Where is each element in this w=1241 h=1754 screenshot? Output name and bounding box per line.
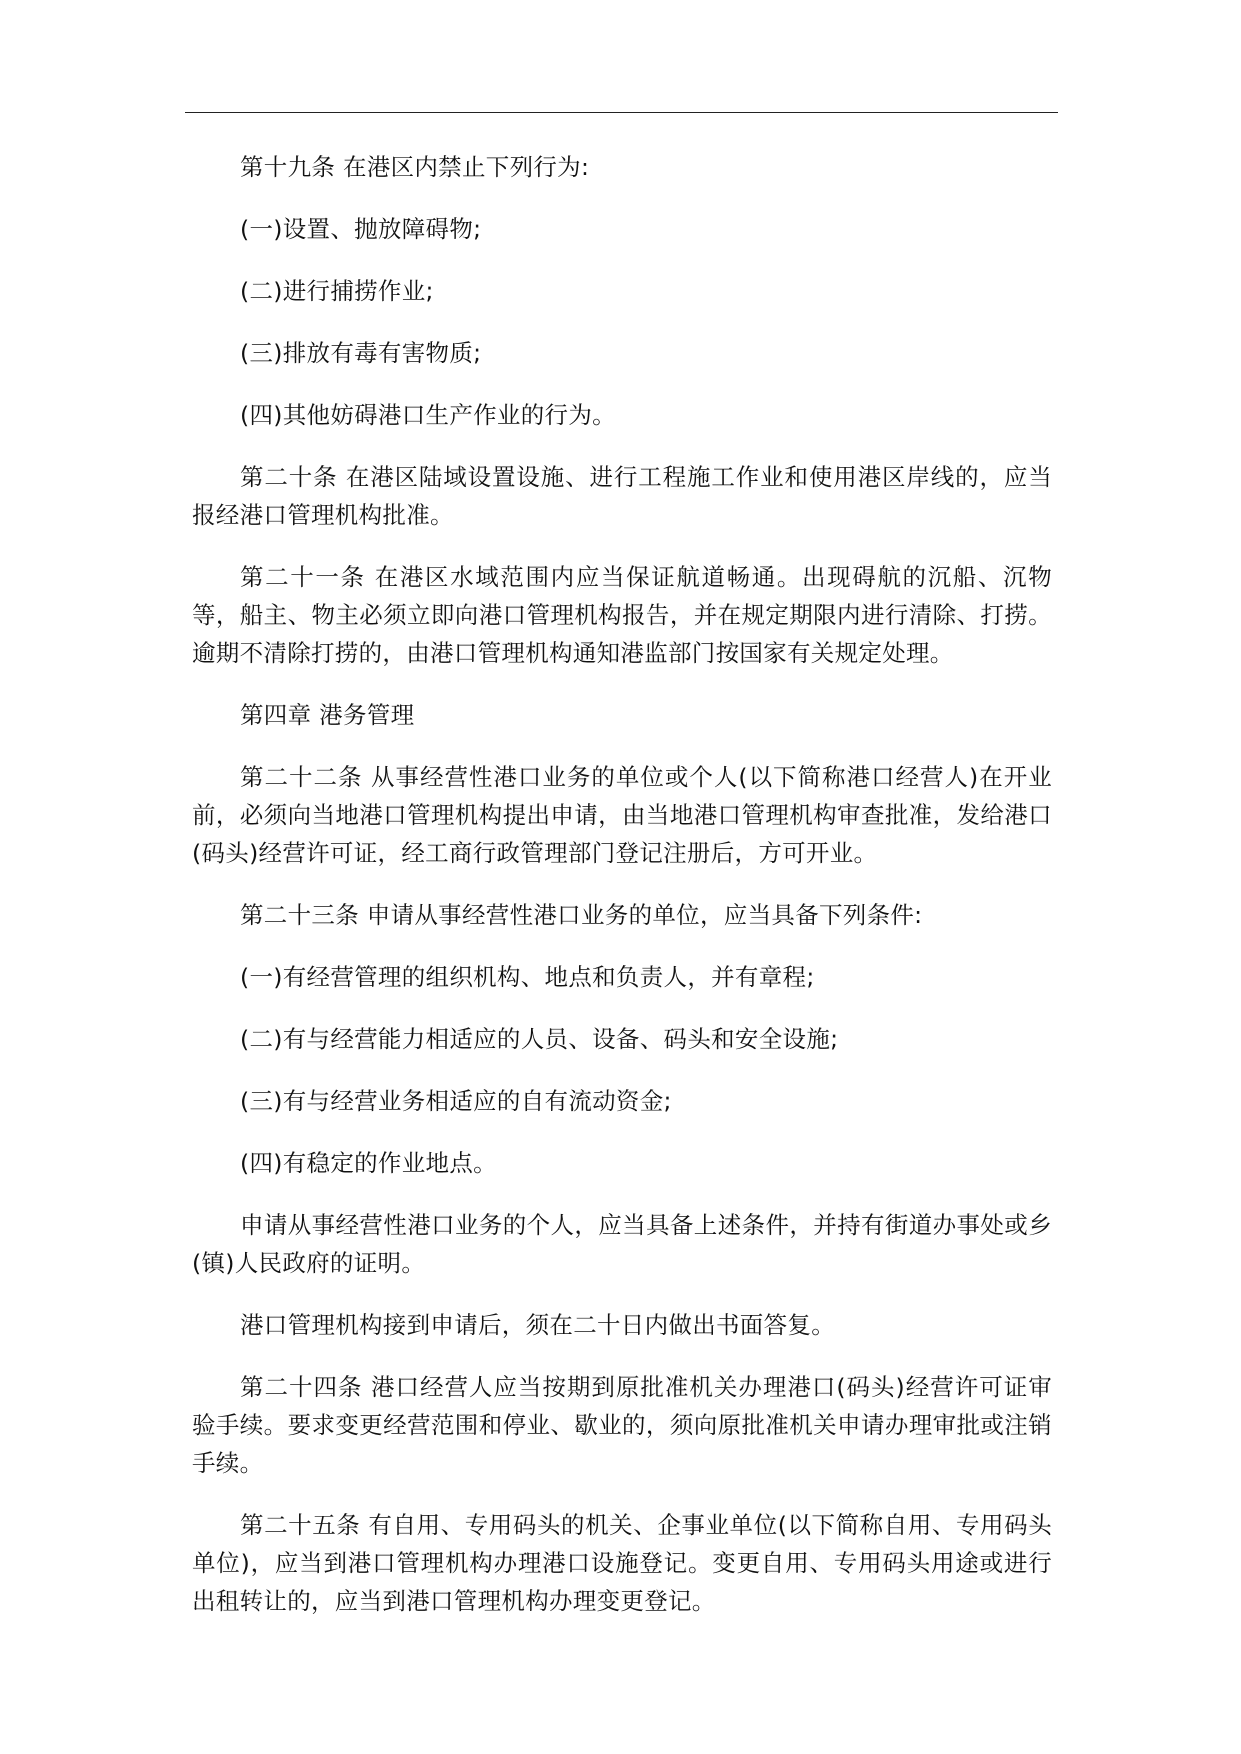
article-19: 第十九条 在港区内禁止下列行为: <box>240 153 590 181</box>
article-23-item-4: (四)有稳定的作业地点。 <box>240 1149 497 1177</box>
article-22: 第二十二条 从事经营性港口业务的单位或个人(以下简称港口经营人)在开业前，必须向当地港口管理机构提出申请，由当地港口管理机构审查批准，发给港口(码头)经营许可证，经工商行政管理部门登记注册后，方可开业。 <box>192 763 1052 867</box>
header-rule <box>185 112 1058 113</box>
article-23-item-1: (一)有经营管理的组织机构、地点和负责人，并有章程; <box>240 963 815 991</box>
article-19-item-2: (二)进行捕捞作业; <box>240 277 434 305</box>
article-23: 第二十三条 申请从事经营性港口业务的单位，应当具备下列条件: <box>240 901 923 929</box>
article-24: 第二十四条 港口经营人应当按期到原批准机关办理港口(码头)经营许可证审验手续。要求变更经营范围和停业、歇业的，须向原批准机关申请办理审批或注销手续。 <box>192 1373 1052 1477</box>
document-body <box>192 148 1052 1620</box>
article-23-item-2: (二)有与经营能力相适应的人员、设备、码头和安全设施; <box>240 1025 839 1053</box>
article-23-individual: 申请从事经营性港口业务的个人，应当具备上述条件，并持有街道办事处或乡(镇)人民政府的证明。 <box>192 1211 1052 1277</box>
article-19-item-4: (四)其他妨碍港口生产作业的行为。 <box>240 401 616 429</box>
article-23-item-3: (三)有与经营业务相适应的自有流动资金; <box>240 1087 672 1115</box>
article-23-reply: 港口管理机构接到申请后，须在二十日内做出书面答复。 <box>240 1311 835 1339</box>
article-19-item-3: (三)排放有毒有害物质; <box>240 339 482 367</box>
article-19-item-1: (一)设置、抛放障碍物; <box>240 215 482 243</box>
article-25: 第二十五条 有自用、专用码头的机关、企事业单位(以下简称自用、专用码头单位)，应当到港口管理机构办理港口设施登记。变更自用、专用码头用途或进行出租转让的，应当到港口管理机构办理变更登记。 <box>192 1511 1052 1615</box>
article-20: 第二十条 在港区陆域设置设施、进行工程施工作业和使用港区岸线的，应当报经港口管理机构批准。 <box>192 463 1052 529</box>
chapter-4-heading: 第四章 港务管理 <box>240 701 415 729</box>
article-21: 第二十一条 在港区水域范围内应当保证航道畅通。出现碍航的沉船、沉物等，船主、物主必须立即向港口管理机构报告，并在规定期限内进行清除、打捞。逾期不清除打捞的，由港口管理机构通知港监部门按国家有关规定处理。 <box>192 563 1052 667</box>
